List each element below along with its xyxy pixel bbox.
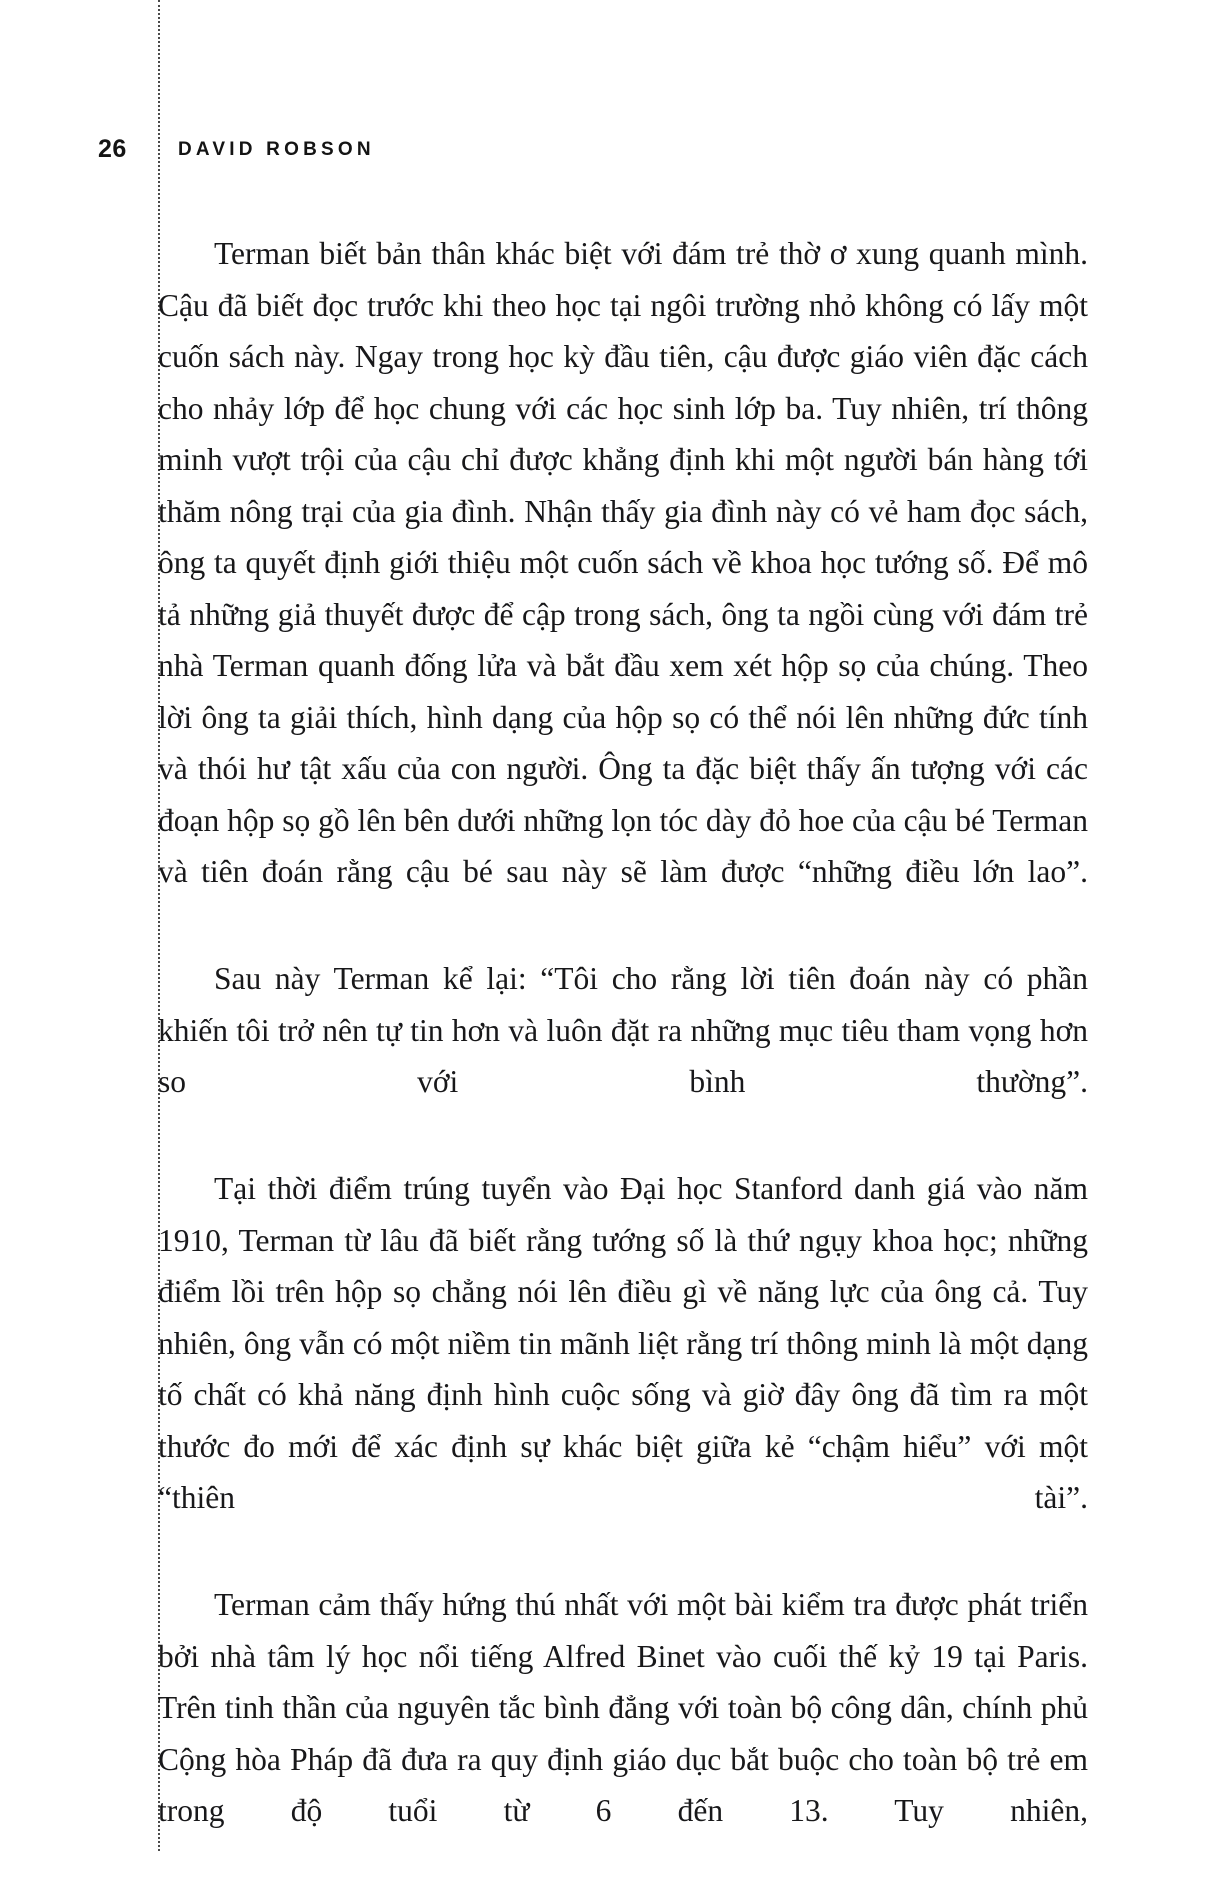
running-head (0, 135, 1221, 175)
paragraph: Terman cảm thấy hứng thú nhất với một bài kiểm tra được phát triển bởi nhà tâm lý học nổi tiếng Alfred Binet vào cuối thế kỷ 19 tại Paris. Trên tinh thần của nguyên tắc bình đẳng với toàn bộ công dân, chính phủ Cộng hòa Pháp đã đưa ra quy định giáo dục bắt buộc cho toàn bộ trẻ em trong độ tuổi từ 6 đến 13. Tuy nhiên, (158, 1587, 1088, 1828)
page-number: 26 (98, 135, 127, 163)
body-text (158, 228, 1088, 1892)
paragraph: Terman biết bản thân khác biệt với đám trẻ thờ ơ xung quanh mình. Cậu đã biết đọc trước khi theo học tại ngôi trường nhỏ không có lấy một cuốn sách này. Ngay trong học kỳ đầu tiên, cậu được giáo viên đặc cách cho nhảy lớp để học chung với các học sinh lớp ba. Tuy nhiên, trí thông minh vượt trội của cậu chỉ được khẳng định khi một người bán hàng tới thăm nông trại của gia đình. Nhận thấy gia đình này có vẻ ham đọc sách, ông ta quyết định giới thiệu một cuốn sách về khoa học tướng số. Để mô tả những giả thuyết được để cập trong sách, ông ta ngồi cùng với đám trẻ nhà Terman quanh đống lửa và bắt đầu xem xét hộp sọ của chúng. Theo lời ông ta giải thích, hình dạng của hộp sọ có thể nói lên những đức tính và thói hư tật xấu của con người. Ông ta đặc biệt thấy ấn tượng với các đoạn hộp sọ gồ lên bên dưới những lọn tóc dày đỏ hoe của cậu bé Terman và tiên đoán rằng cậu bé sau này sẽ làm được “những điều lớn lao”. (158, 236, 1088, 889)
paragraph: Tại thời điểm trúng tuyển vào Đại học Stanford danh giá vào năm 1910, Terman từ lâu đã biết rằng tướng số là thứ ngụy khoa học; những điểm lồi trên hộp sọ chẳng nói lên điều gì về năng lực của ông cả. Tuy nhiên, ông vẫn có một niềm tin mãnh liệt rằng trí thông minh là một dạng tố chất có khả năng định hình cuộc sống và giờ đây ông đã tìm ra một thước đo mới để xác định sự khác biệt giữa kẻ “chậm hiểu” với một “thiên tài”. (158, 1171, 1088, 1515)
paragraph: Sau này Terman kể lại: “Tôi cho rằng lời tiên đoán này có phần khiến tôi trở nên tự tin hơn và luôn đặt ra những mục tiêu tham vọng hơn so với bình thường”. (158, 961, 1088, 1099)
running-head-author: DAVID ROBSON (178, 139, 375, 160)
